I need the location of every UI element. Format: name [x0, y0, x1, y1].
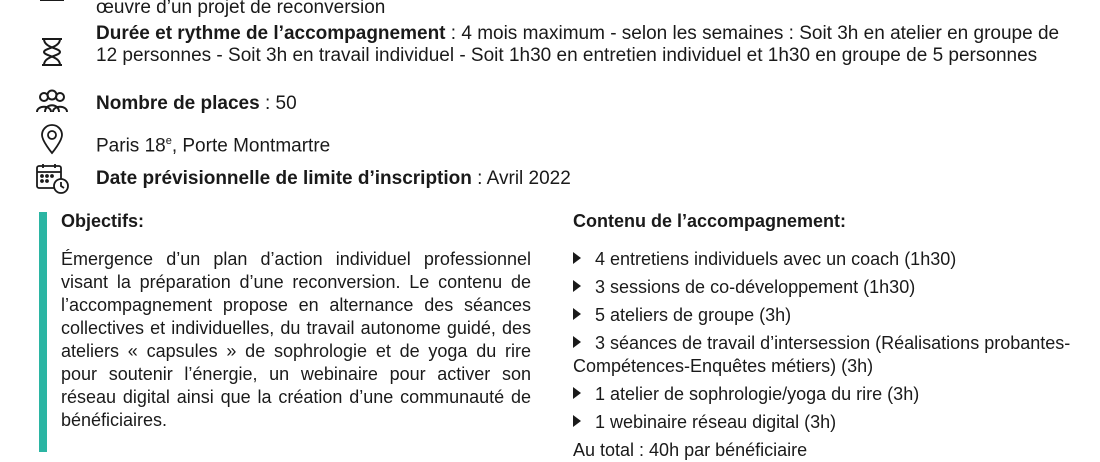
bullet-triangle-icon — [573, 415, 581, 427]
list-item — [573, 383, 1073, 406]
objectifs-title: Objectifs: — [61, 211, 145, 231]
info-row-location — [96, 130, 1060, 157]
info-label: Nombre de places — [96, 93, 260, 114]
list-item — [573, 276, 1073, 299]
info-separator: : — [445, 23, 462, 44]
info-row-duration — [96, 23, 1060, 67]
hands-icon — [34, 0, 70, 16]
info-text: Avril 2022 — [486, 168, 571, 189]
bullet-triangle-icon — [573, 252, 581, 264]
bullet-triangle-icon — [573, 308, 581, 320]
hourglass-icon — [34, 36, 70, 68]
bullet-triangle-icon — [573, 280, 581, 292]
info-label: Date prévisionnelle de limite d’inscription — [96, 168, 472, 189]
list-item — [573, 332, 1073, 378]
list-item-text: 5 ateliers de groupe (3h) — [595, 305, 792, 325]
location-pin-icon — [34, 124, 70, 156]
contenu-list — [573, 248, 1073, 434]
info-text: œuvre d’un projet de reconversion — [96, 0, 386, 18]
info-text: 4 mois maximum - selon les semaines : Soit 3h en atelier en groupe de 12 personnes - Soit 3h en travail individuel - Soit 1h30 en entretien individuel et 1h30 en groupe de 5 personnes — [96, 23, 1060, 66]
info-label: Durée et rythme de l’accompagnement — [96, 23, 446, 44]
info-row-purpose — [96, 0, 1060, 19]
bullet-triangle-icon — [573, 336, 581, 348]
objectifs-section — [61, 210, 531, 432]
calendar-clock-icon — [34, 162, 70, 194]
list-item-text: 4 entretiens individuels avec un coach (1h30) — [595, 249, 957, 269]
contenu-title: Contenu de l’accompagnement: — [573, 211, 847, 231]
info-row-deadline — [96, 168, 1060, 190]
location-suffix: , Porte Montmartre — [171, 135, 331, 157]
people-icon — [34, 88, 70, 120]
info-separator: : — [471, 168, 487, 189]
list-item — [573, 411, 1073, 434]
list-item-text: 3 séances de travail d’intersession (Réalisations probantes-Compétences-Enquêtes métiers) (3h) — [573, 333, 1071, 376]
accent-bar — [39, 212, 47, 452]
list-item — [573, 248, 1073, 271]
location-sup: e — [165, 135, 172, 147]
contenu-section — [573, 210, 1073, 462]
info-row-places — [96, 93, 1060, 115]
info-text: 50 — [275, 93, 297, 114]
contenu-total: Au total : 40h par bénéficiaire — [573, 440, 808, 460]
info-separator: : — [259, 93, 276, 114]
list-item-text: 1 webinaire réseau digital (3h) — [595, 412, 837, 432]
list-item-text: 1 atelier de sophrologie/yoga du rire (3h) — [595, 384, 920, 404]
objectifs-body: Émergence d’un plan d’action individuel professionnel visant la préparation d’une reconversion. Le contenu de l’accompagnement propose en alternance des séances collectives et individuelles, du travail autonome guidé, des ateliers « capsules » de sophrologie et de yoga du rire pour soutenir l’énergie, un webinaire pour activer son réseau digital ainsi que la création d’une communauté de bénéficiaires. — [61, 249, 531, 430]
list-item — [573, 304, 1073, 327]
list-item-text: 3 sessions de co-développement (1h30) — [595, 277, 916, 297]
location-text: Paris 18 — [96, 135, 166, 157]
bullet-triangle-icon — [573, 387, 581, 399]
